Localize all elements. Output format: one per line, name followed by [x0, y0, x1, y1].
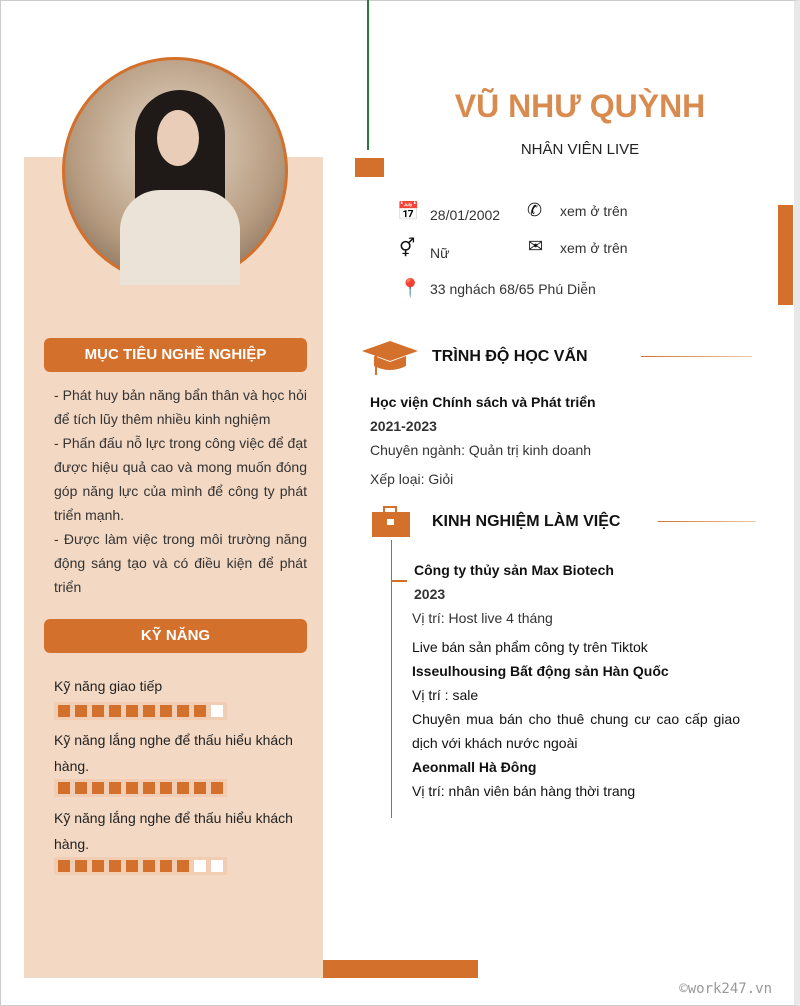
gender: Nữ — [430, 245, 450, 261]
address: 33 nghách 68/65 Phú Diễn — [430, 281, 596, 297]
rating-dot — [92, 860, 104, 872]
years: 2021-2023 — [370, 418, 437, 434]
skills-heading: KỸ NĂNG — [44, 619, 307, 653]
email: xem ở trên — [560, 240, 628, 256]
heading-line — [641, 356, 752, 357]
rating-dot — [211, 782, 223, 794]
rating-dot — [177, 782, 189, 794]
candidate-role: NHÂN VIÊN LIVE — [520, 141, 640, 158]
rating-dot — [160, 860, 172, 872]
company-1: Công ty thủy sản Max Biotech — [414, 562, 614, 578]
desc-1: Live bán sản phẩm công ty trên Tiktok — [412, 639, 648, 655]
watermark: ©work247.vn — [679, 981, 772, 997]
briefcase-icon — [371, 506, 411, 538]
rating-dot — [143, 860, 155, 872]
timeline-tick — [391, 580, 407, 582]
position-2: Vị trí : sale — [412, 687, 479, 703]
rating-dot — [109, 705, 121, 717]
accent-bar-bottom — [323, 960, 478, 978]
year-1: 2023 — [414, 586, 446, 602]
school: Học viện Chính sách và Phát triển — [370, 394, 596, 410]
rating-dot — [211, 860, 223, 872]
gender-icon: ⚥ — [399, 238, 416, 258]
location-icon: 📍 — [399, 278, 422, 298]
rating-dot — [109, 860, 121, 872]
heading-line — [658, 521, 756, 522]
email-icon: ✉ — [528, 236, 544, 256]
candidate-name: VŨ NHƯ QUỲNH — [454, 88, 706, 124]
rating-dot — [160, 705, 172, 717]
divider-line — [367, 0, 369, 150]
education-heading: TRÌNH ĐỘ HỌC VẤN — [432, 348, 588, 365]
skill-rating — [54, 702, 227, 720]
desc-2: Chuyên mua bán cho thuê chung cư cao cấp giao dịch với khách nước ngoài — [412, 711, 740, 751]
position-1: Vị trí: Host live 4 tháng — [412, 610, 553, 626]
rating-dot — [160, 782, 172, 794]
rating-dot — [58, 860, 70, 872]
calendar-icon: 📅 — [397, 201, 420, 221]
rating-dot — [92, 782, 104, 794]
position-3: Vị trí: nhân viên bán hàng thời trang — [412, 783, 636, 799]
accent-square — [355, 158, 384, 177]
experience-heading: KINH NGHIỆM LÀM VIỆC — [432, 513, 621, 530]
rating-dot — [177, 705, 189, 717]
rating-dot — [75, 860, 87, 872]
rating-dot — [194, 782, 206, 794]
objective-heading: MỤC TIÊU NGHỀ NGHIỆP — [44, 338, 307, 372]
rating-dot — [109, 782, 121, 794]
skill-name: Kỹ năng lắng nghe để thấu hiểu khách hàng. — [54, 732, 293, 774]
accent-bar-right — [778, 205, 793, 305]
rating-dot — [143, 705, 155, 717]
major: Chuyên ngành: Quản trị kinh doanh — [370, 442, 592, 458]
rating-dot — [92, 705, 104, 717]
rating-dot — [143, 782, 155, 794]
company-3: Aeonmall Hà Đông — [412, 759, 537, 775]
company-2: Isseulhousing Bất động sản Hàn Quốc — [412, 663, 669, 679]
skill-rating — [54, 779, 227, 797]
rating-dot — [58, 705, 70, 717]
grade: Xếp loại: Giỏi — [370, 471, 454, 487]
rating-dot — [194, 860, 206, 872]
rating-dot — [194, 705, 206, 717]
rating-dot — [75, 705, 87, 717]
skill-name: Kỹ năng lắng nghe để thấu hiểu khách hàng. — [54, 810, 293, 852]
skill-rating — [54, 857, 227, 875]
rating-dot — [177, 860, 189, 872]
profile-photo — [62, 57, 288, 285]
rating-dot — [58, 782, 70, 794]
phone-icon: ✆ — [527, 200, 543, 220]
graduation-cap-icon — [362, 339, 418, 379]
rating-dot — [126, 782, 138, 794]
rating-dot — [75, 782, 87, 794]
rating-dot — [211, 705, 223, 717]
objective-text: - Phát huy bản năng bẩn thân và học hỏi để tích lũy thêm nhiều kinh nghiệm - Phấn đấu nỗ lực trong công việc để đạt được hiệu quả cao và mong muốn đóng góp năng lực của mình để công ty phát triển mạnh. - Được làm việc trong môi trường năng động sáng tạo và có điều kiện để phát triển — [54, 387, 307, 595]
rating-dot — [126, 705, 138, 717]
rating-dot — [126, 860, 138, 872]
phone: xem ở trên — [560, 203, 628, 219]
birthday: 28/01/2002 — [430, 207, 501, 223]
skill-name: Kỹ năng giao tiếp — [54, 678, 163, 694]
